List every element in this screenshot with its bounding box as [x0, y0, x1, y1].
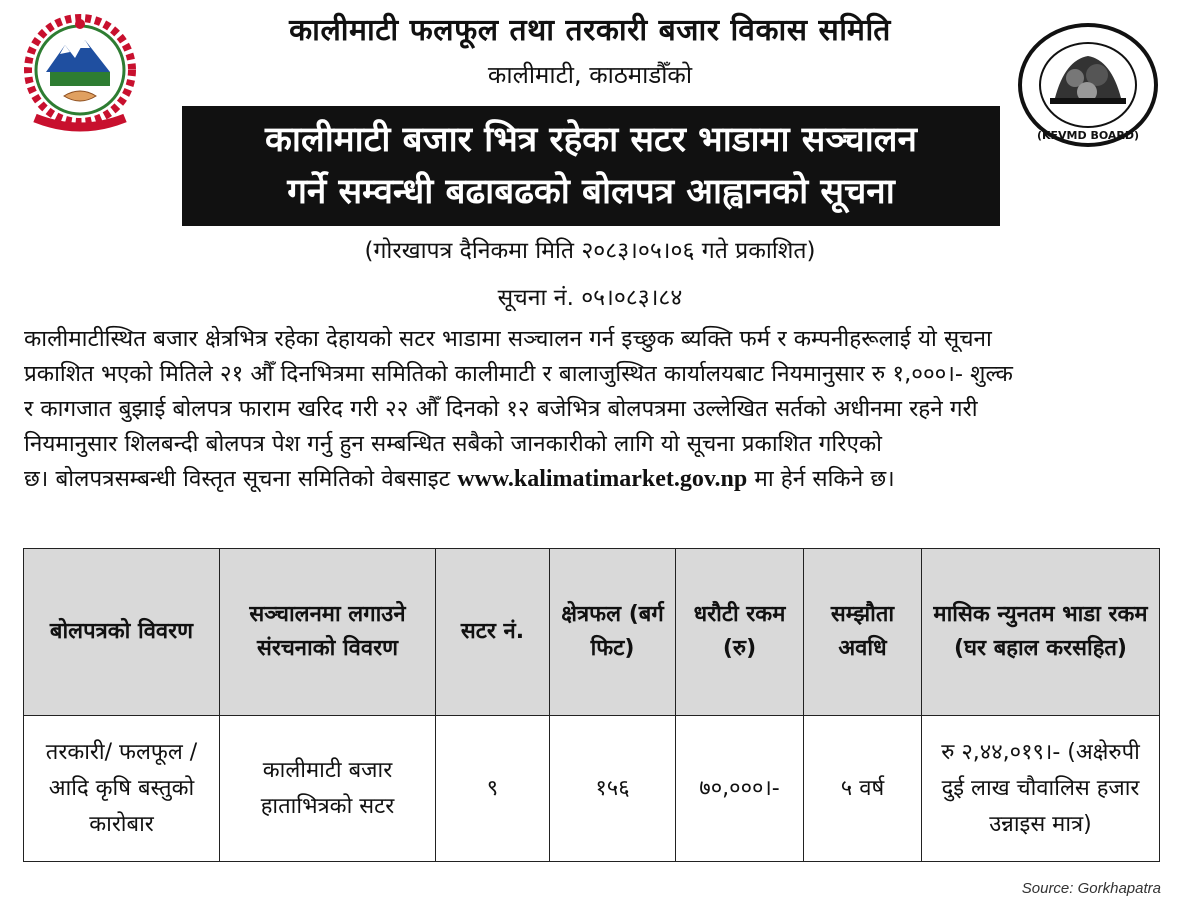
- notice-headline: [182, 106, 1000, 226]
- body-line-3: र कागजात बुझाई बोलपत्र फाराम खरिद गरी २२ औँ दिनको १२ बजेभित्र बोलपत्रमा उल्लेखित सर्तको अधीनमा रहने गरी: [24, 396, 978, 422]
- organization-location: कालीमाटी, काठमाडौँको: [487, 61, 693, 89]
- headline-line-1: कालीमाटी बजार भित्र रहेका सटर भाडामा सञ्चालन: [265, 120, 917, 160]
- body-line-5: [24, 462, 1162, 497]
- cell-shutter-number: ९: [436, 716, 550, 862]
- body-line-1: कालीमाटीस्थित बजार क्षेत्रभित्र रहेका देहायको सटर भाडामा सञ्चालन गर्न इच्छुक ब्यक्ति फर्म र कम्पनीहरूलाई यो सूचना: [24, 326, 992, 352]
- cell-agreement-period: ५ वर्ष: [804, 716, 922, 862]
- notice-number: सूचना नं. ०५।०८३।८४: [497, 285, 683, 311]
- nepal-emblem-logo: [20, 10, 140, 135]
- tender-table: [23, 548, 1160, 862]
- body-line-5-post: मा हेर्न सकिने छ।: [747, 466, 895, 492]
- cell-deposit-amount: ७०,०००।-: [676, 716, 804, 862]
- header-deposit-amount: धरौटी रकम (रु): [676, 549, 804, 716]
- seal-text: (KFVMD BOARD): [1036, 129, 1140, 142]
- organization-name: कालीमाटी फलफूल तथा तरकारी बजार विकास समिति: [289, 13, 891, 48]
- header-agreement-period: सम्झौता अवधि: [804, 549, 922, 716]
- header-area: क्षेत्रफल (बर्ग फिट): [550, 549, 676, 716]
- header-structure-description: सञ्चालनमा लगाउने संरचनाको विवरण: [220, 549, 436, 716]
- cell-tender-description: तरकारी/ फलफूल / आदि कृषि बस्तुको कारोबार: [24, 716, 220, 862]
- header-monthly-rent: मासिक न्युनतम भाडा रकम (घर बहाल करसहित): [922, 549, 1160, 716]
- header-tender-description: बोलपत्रको विवरण: [24, 549, 220, 716]
- header-shutter-number: सटर नं.: [436, 549, 550, 716]
- table-row: [24, 716, 1160, 862]
- cell-monthly-rent: रु २,४४,०१९।- (अक्षेरुपी दुई लाख चौवालिस हजार उन्नाइस मात्र): [922, 716, 1160, 862]
- publication-note: (गोरखापत्र दैनिकमा मिति २०८३।०५।०६ गते प्रकाशित): [364, 238, 816, 264]
- cell-structure-description: कालीमाटी बजार हाताभित्रको सटर: [220, 716, 436, 862]
- body-line-2: प्रकाशित भएको मितिले २१ औँ दिनभित्रमा समितिको कालीमाटी र बालाजुस्थित कार्यालयबाट नियमानुसार रु १,०००।- शुल्क: [24, 361, 1013, 387]
- body-line-4: नियमानुसार शिलबन्दी बोलपत्र पेश गर्नु हुन सम्बन्धित सबैको जानकारीको लागि यो सूचना प्रकाशित गरिएको: [24, 431, 883, 457]
- cell-area: १५६: [550, 716, 676, 862]
- notice-body: [24, 322, 1162, 497]
- body-line-5-pre: छ। बोलपत्रसम्बन्धी विस्तृत सूचना समितिको वेबसाइट: [24, 466, 458, 492]
- kfvmd-board-seal-logo: [1015, 20, 1161, 150]
- table-header-row: [24, 549, 1160, 716]
- website-link[interactable]: www.kalimatimarket.gov.np: [457, 466, 748, 492]
- source-credit: Source: Gorkhapatra: [1021, 880, 1161, 897]
- headline-line-2: गर्ने सम्वन्धी बढाबढको बोलपत्र आह्वानको सूचना: [287, 172, 895, 212]
